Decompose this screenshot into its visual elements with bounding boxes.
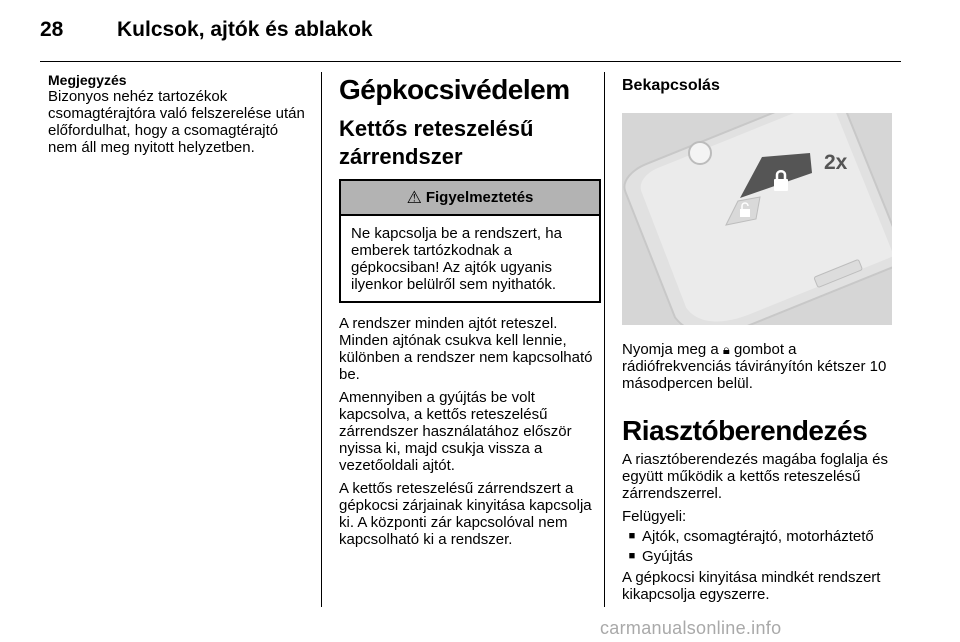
section-title-activation: Bekapcsolás [622,77,720,94]
header-rule [40,61,901,62]
activation-instruction-end: gombot a rádiófrekvenciás távirányítón kétszer 10 másodpercen belül. [622,341,887,392]
list-item [622,528,904,545]
subsection-title-double-locking: Kettős reteszelésű zárrendszer [339,116,534,169]
column-divider-1 [321,72,322,607]
paragraph: A kettős reteszelésű zárrendszert a gépkocsi zárjainak kinyitása kapcsolja ki. A központi zár kapcsolóval nem kapcsolható ki a rendszer. [339,480,592,548]
list-item [622,548,904,565]
alarm-closing: A gépkocsi kinyitása mindkét rendszert kikapcsolja egyszerre. [622,569,881,603]
square-bullet-icon: ■ [628,530,636,542]
list-item-text: Gyújtás [642,548,693,565]
monitors-label: Felügyeli: [622,508,687,525]
alarm-intro: A riasztóberendezés magába foglalja és együtt működik a kettős reteszelésű zárrendszerrel. [622,451,889,502]
warning-triangle-icon: ⚠ [406,187,422,207]
paragraph: A rendszer minden ajtót reteszel. Minden ajtónak csukva kell lennie, különben a rendszer nem kapcsolható be. [339,315,593,383]
column-divider-2 [604,72,605,607]
paragraph: Amennyiben a gyújtás be volt kapcsolva, a kettős reteszelésű zárrendszer használatához először nyissa ki, majd csukja vissza a vezetőoldali ajtót. [339,389,572,474]
activation-instruction [622,341,904,392]
page-number: 28 [40,18,64,41]
warning-title: Figyelmeztetés [425,189,534,206]
section-title-alarm: Riasztóberendezés [622,415,868,446]
figure-label-2x: 2x [824,151,848,174]
key-fob-illustration [622,113,892,325]
page-title: Kulcsok, ajtók és ablakok [117,18,373,41]
note-title: Megjegyzés [48,72,127,88]
watermark: carmanualsonline.info [600,618,782,638]
column-right [622,72,904,603]
section-title-vehicle-protection: Gépkocsivédelem [339,74,570,105]
list-item-text: Ajtók, csomagtérajtó, motorháztető [642,528,874,545]
activation-instruction-start: Nyomja meg a [622,341,719,358]
warning-header [341,181,599,216]
column-left [48,72,308,156]
lock-icon: 🔒︎ [722,342,730,357]
warning-box [339,179,601,303]
warning-text: Ne kapcsolja be a rendszert, ha emberek tartózkodnak a gépkocsiban! Az ajtók ugyanis ilyenkor belülről sem nyithatók. [351,225,562,293]
square-bullet-icon: ■ [628,550,636,562]
note-text: Bizonyos nehéz tartozékok csomagtérajtóra való felszerelése után előfordulhat, hogy a csomagtérajtó nem áll meg nyitott helyzetben. [48,88,305,156]
column-middle [339,74,602,548]
